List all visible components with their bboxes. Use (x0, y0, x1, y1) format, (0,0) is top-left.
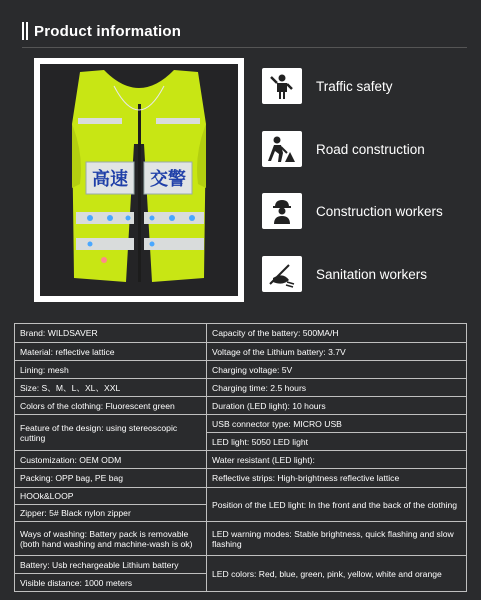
sanitation-worker-icon (262, 256, 302, 292)
product-photo-frame (34, 58, 244, 302)
spec-cell: Feature of the design: using stereoscopic cutting (15, 415, 207, 451)
spec-table (14, 323, 467, 592)
spec-cell: Ways of washing: Battery pack is removable (both hand washing and machine-wash is ok) (15, 522, 207, 556)
safety-vest-image (40, 64, 238, 296)
table-row (15, 361, 467, 379)
spec-cell: Water resistant (LED light): (207, 451, 467, 469)
feature-label: Road construction (316, 141, 425, 157)
sign-text-left: 高速 (92, 169, 128, 190)
spec-cell: Duration (LED light): 10 hours (207, 397, 467, 415)
header-accent-bar (22, 22, 28, 40)
spec-cell: Packing: OPP bag, PE bag (15, 469, 207, 488)
spec-cell: Charging voltage: 5V (207, 361, 467, 379)
spec-cell: Customization: OEM ODM (15, 451, 207, 469)
hardhat-worker-icon (262, 193, 302, 229)
feature-label: Sanitation workers (316, 266, 428, 282)
spec-cell: Battery: Usb rechargeable Lithium battery (15, 556, 207, 574)
spec-cell: Visible distance: 1000 meters (15, 574, 207, 592)
table-row (15, 397, 467, 415)
table-row (15, 488, 467, 505)
table-row (15, 343, 467, 361)
spec-cell: Voltage of the Lithium battery: 3.7V (207, 343, 467, 361)
spec-cell: Lining: mesh (15, 361, 207, 379)
product-photo (40, 64, 238, 296)
table-row (15, 415, 467, 433)
spec-cell: Colors of the clothing: Fluorescent green (15, 397, 207, 415)
feature-traffic-safety (262, 68, 472, 104)
table-row (15, 451, 467, 469)
section-header (22, 20, 181, 42)
feature-sanitation-workers (262, 256, 472, 292)
table-row (15, 324, 467, 343)
spec-cell: Reflective strips: High-brightness reflective lattice (207, 469, 467, 488)
spec-cell: LED light: 5050 LED light (207, 433, 467, 451)
spec-cell: Size: S、M、L、XL、XXL (15, 379, 207, 397)
spec-cell: USB connector type: MICRO USB (207, 415, 467, 433)
spec-cell: LED colors: Red, blue, green, pink, yellow, white and orange (207, 556, 467, 592)
spec-cell: Zipper: 5# Black nylon zipper (15, 505, 207, 522)
sign-text-right: 交警 (150, 169, 186, 190)
table-row (15, 379, 467, 397)
feature-construction-workers (262, 193, 472, 229)
table-row (15, 522, 467, 556)
spec-cell: Brand: WILDSAVER (15, 324, 207, 343)
spec-cell: Position of the LED light: In the front and the back of the clothing (207, 488, 467, 522)
header-divider (22, 47, 467, 48)
traffic-police-icon (262, 68, 302, 104)
page-title: Product information (34, 22, 182, 40)
feature-label: Traffic safety (316, 78, 393, 94)
spec-cell: Capacity of the battery: 500MA/H (207, 324, 467, 343)
spec-cell: HOOk&LOOP (15, 488, 207, 505)
table-row (15, 556, 467, 574)
feature-road-construction (262, 131, 472, 167)
spec-cell: LED warning modes: Stable brightness, quick flashing and slow flashing (207, 522, 467, 556)
road-worker-icon (262, 131, 302, 167)
spec-cell: Charging time: 2.5 hours (207, 379, 467, 397)
feature-label: Construction workers (316, 203, 443, 219)
spec-cell: Material: reflective lattice (15, 343, 207, 361)
table-row (15, 469, 467, 488)
